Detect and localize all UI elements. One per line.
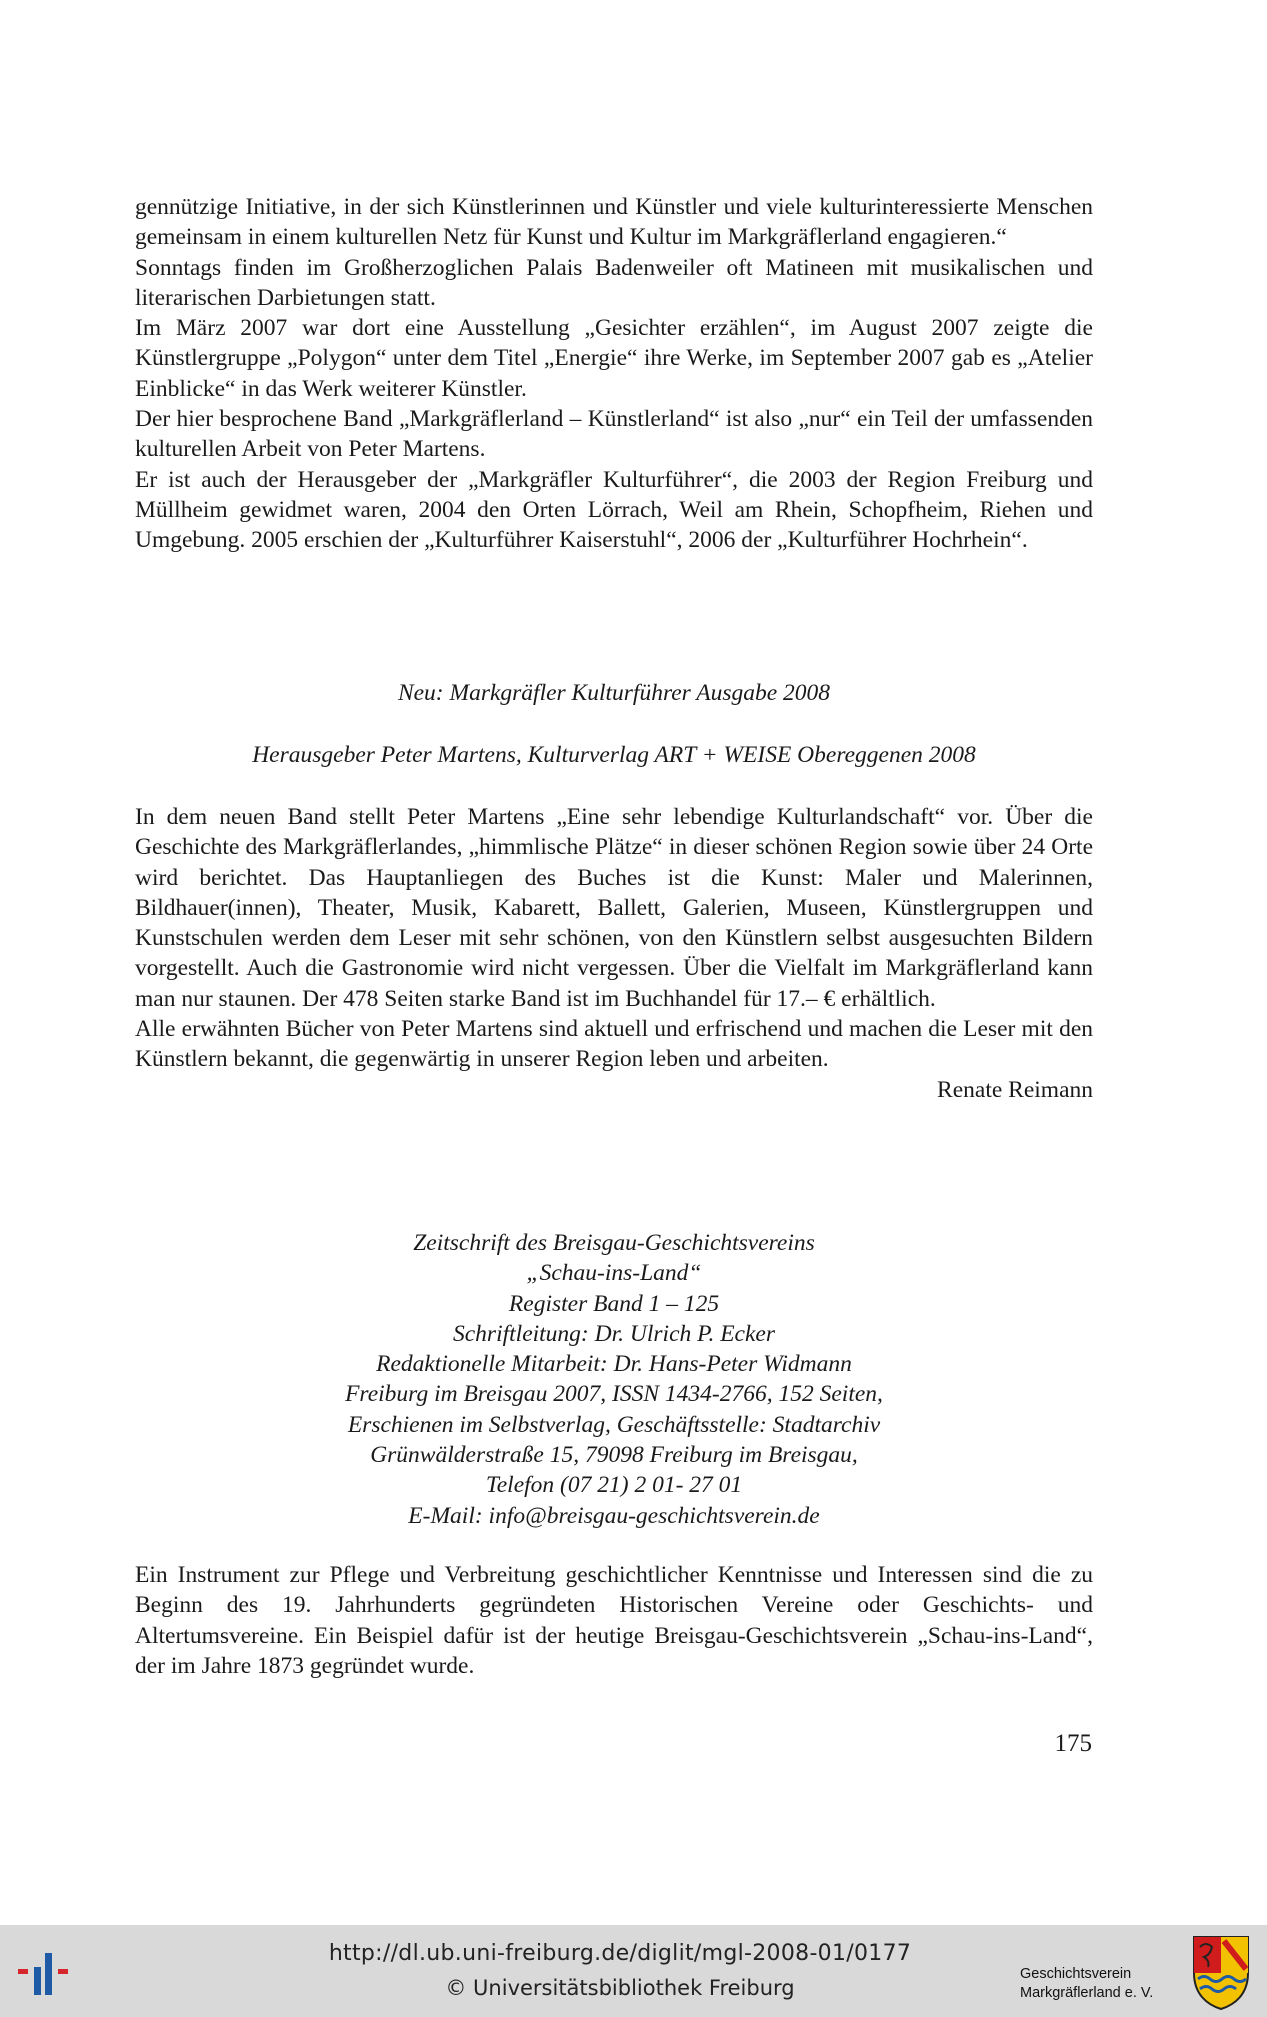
review-heading: Neu: Markgräfler Kulturführer Ausgabe 2008: [397, 680, 831, 706]
paragraph: Er ist auch der Herausgeber der „Markgräfler Kulturführer“, die 2003 der Region Freiburg und Müllheim gewidmet waren, 2004 den Orten Lörrach, Weil am Rhein, Schopfheim, Riehen und Umgebung. 2005 erschien der „Kulturführer Kaiserstuhl“, 2006 der „Kulturführer Hochrhein“.: [135, 466, 1093, 554]
footer-copyright: © Universitätsbibliothek Freiburg: [445, 1976, 795, 2000]
review-publisher: Herausgeber Peter Martens, Kulturverlag ART + WEISE Obereggenen 2008: [252, 742, 976, 768]
society-name: [1020, 1965, 1195, 2003]
society-name-line: Geschichtsverein: [1020, 1966, 1132, 1982]
ub-freiburg-logo-icon: [14, 1953, 84, 1997]
author-signature: Renate Reimann: [937, 1076, 1093, 1103]
info-line: „Schau-ins-Land“: [526, 1260, 702, 1287]
footer-citation: [260, 1941, 980, 2000]
society-name-line: Markgräflerland e. V.: [1020, 1985, 1154, 2001]
footer-bar: [0, 1925, 1267, 2017]
info-line[interactable]: E-Mail: info@breisgau-geschichtsverein.de: [408, 1502, 820, 1529]
info-line: Erschienen im Selbstverlag, Geschäftsstelle: Stadtarchiv: [347, 1411, 881, 1438]
body-text-section-3: [135, 1560, 1093, 1681]
paragraph: Im März 2007 war dort eine Ausstellung „Gesichter erzählen“, im August 2007 zeigte die Künstlergruppe „Polygon“ unter dem Titel „Energie“ ihre Werke, im September 2007 gab es „Atelier Einblicke“ in das Werk weiterer Künstler.: [135, 315, 1093, 402]
info-line: Schriftleitung: Dr. Ulrich P. Ecker: [453, 1320, 775, 1347]
paragraph: In dem neuen Band stellt Peter Martens „Eine sehr lebendige Kulturlandschaft“ vor. Über die Geschichte des Markgräflerlandes, „himmlische Plätze“ in dieser schönen Region sowie über 24 Orte wird berichtet. Das Hauptanliegen des Buches ist die Kunst: Maler und Malerinnen, Bildhauer(innen), Theater, Musik, Kabarett, Ballett, Galerien, Museen, Künstlergruppen und Kunstschulen werden dem Leser mit sehr schönen, von den Künstlern selbst ausgesuchten Bildern vorgestellt. Auch die Gastronomie wird nicht vergessen. Über die Vielfalt im Markgräflerland kann man nur staunen. Der 478 Seiten starke Band ist im Buchhandel für 17.– € erhältlich.: [135, 804, 1093, 1012]
info-line: Freiburg im Breisgau 2007, ISSN 1434-2766, 152 Seiten,: [345, 1381, 883, 1408]
page-number: 175: [1054, 1730, 1092, 1757]
info-line: Grünwälderstraße 15, 79098 Freiburg im Breisgau,: [370, 1442, 858, 1469]
paragraph: Ein Instrument zur Pflege und Verbreitung geschichtlicher Kenntnisse und Interessen sind die zu Beginn des 19. Jahrhunderts gegründeten Historischen Vereine oder Geschichts- und Altertumsvereine. Ein Beispiel dafür ist der heutige Breisgau-Geschichtsverein „Schau-ins-Land“, der im Jahre 1873 gegründet wurde.: [135, 1562, 1093, 1679]
coat-of-arms-icon: [1190, 1933, 1252, 2011]
info-line: Telefon (07 21) 2 01- 27 01: [485, 1472, 743, 1499]
info-line: Register Band 1 – 125: [508, 1290, 720, 1317]
publication-info: [135, 1228, 1093, 1531]
body-text-section-2: [135, 802, 1093, 1105]
paragraph: Der hier besprochene Band „Markgräflerland – Künstlerland“ ist also „nur“ ein Teil der umfassenden kulturellen Arbeit von Peter Martens.: [135, 406, 1093, 463]
paragraph: Alle erwähnten Bücher von Peter Martens sind aktuell und erfrischend und machen die Leser mit den Künstlern bekannt, die gegenwärtig in unserer Region leben und arbeiten.: [135, 1016, 1093, 1073]
info-line: Zeitschrift des Breisgau-Geschichtsvereins: [413, 1230, 815, 1256]
info-line: Redaktionelle Mitarbeit: Dr. Hans-Peter Widmann: [376, 1351, 852, 1378]
body-text-section-1: [135, 192, 1093, 556]
paragraph: Sonntags finden im Großherzoglichen Palais Badenweiler oft Matineen mit musikalischen und literarischen Darbietungen statt.: [135, 254, 1093, 311]
paragraph: gennützige Initiative, in der sich Künstlerinnen und Künstler und viele kulturinteressierte Menschen gemeinsam in einem kulturellen Netz für Kunst und Kultur im Markgräflerland engagieren.“: [135, 194, 1093, 251]
footer-url-link[interactable]: http://dl.ub.uni-freiburg.de/diglit/mgl-2008-01/0177: [328, 1941, 912, 1966]
